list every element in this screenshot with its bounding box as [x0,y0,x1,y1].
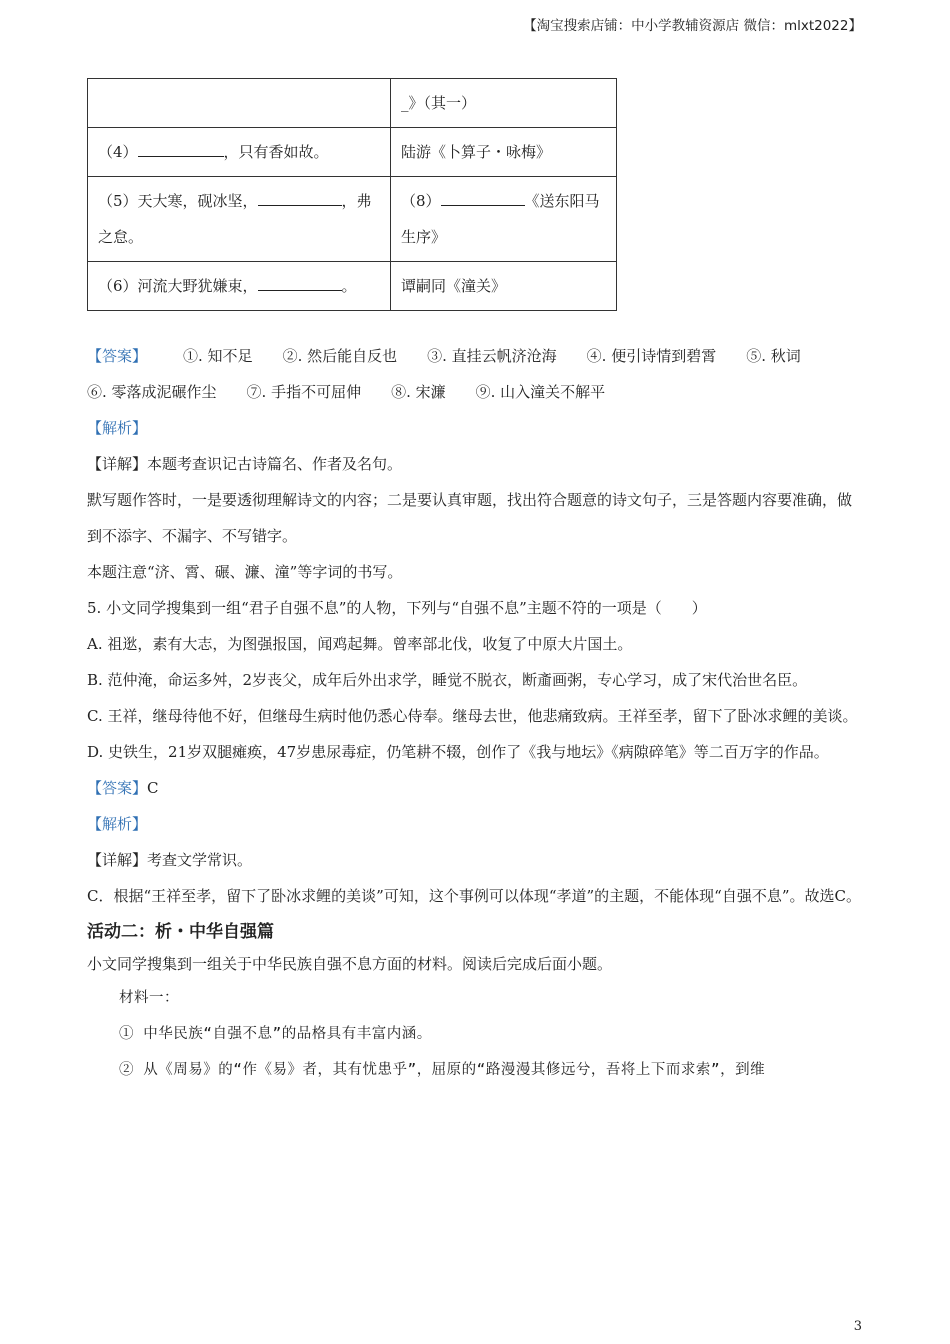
q5-stem: 5. 小文同学搜集到一组“君子自强不息”的人物，下列与“自强不息”主题不符的一项是（ ） [87,599,707,617]
cell-text: ，弗之怠。 [98,192,372,246]
answer-value: C [147,779,159,797]
answer-item: ②. 然后能自反也 [282,347,398,365]
answer-item: ⑦. 手指不可屈伸 [246,383,362,401]
page-number: 3 [853,1319,862,1334]
q4-answer-line [87,338,865,410]
table-cell [391,177,617,262]
answer-item: ①. 知不足 [183,347,253,365]
table-cell [88,177,391,262]
cell-text: （5）天大寒，砚冰坚， [98,192,258,210]
material-title: 材料一： [119,990,179,1006]
detail-text: 【详解】考查文学常识。 [87,851,253,869]
cell-text: 。 [341,277,357,295]
cell-text: （4） [98,143,138,161]
table-cell: 陆游《卜算子・咏梅》 [391,128,617,177]
answer-blank [258,187,342,206]
option-d: D. 史铁生，21岁双腿瘫痪，47岁患尿毒症，仍笔耕不辍，创作了《我与地坛》《病隙碎笔》等二百万字的作品。 [87,743,829,761]
answer-item: ③. 直挂云帆济沧海 [427,347,557,365]
activity-title: 活动二：析・中华自强篇 [87,922,274,942]
answer-item: ⑤. 秋词 [746,347,801,365]
table-cell [88,128,391,177]
detail-text: 默写题作答时，一是要透彻理解诗文的内容；二是要认真审题，找出符合题意的诗文句子，三是答题内容要准确，做到不添字、不漏字、不写错字。 [87,491,853,545]
answer-tag: 【答案】 [87,347,148,365]
activity-intro: 小文同学搜集到一组关于中华民族自强不息方面的材料。阅读后完成后面小题。 [87,955,613,973]
table-cell: _》（其一） [391,79,617,128]
material-item: ① 中华民族“自强不息”的品格具有丰富内涵。 [119,1026,432,1042]
cell-text: （8） [401,192,441,210]
table-cell [88,79,391,128]
answer-item: ⑥. 零落成泥碾作尘 [87,383,217,401]
answer-item: ⑨. 山入潼关不解平 [475,383,606,401]
table-row [88,177,617,262]
table-row [88,128,617,177]
detail-text: 本题注意“济、霄、碾、濂、潼”等字词的书写。 [87,563,403,581]
detail-text: 【详解】本题考查识记古诗篇名、作者及名句。 [87,455,403,473]
table-row [88,262,617,311]
answer-tag: 【答案】 [87,779,148,797]
analysis-tag: 【解析】 [87,419,148,437]
table-cell [88,262,391,311]
answer-item: ④. 便引诗情到碧霄 [586,347,717,365]
detail-text: C．根据“王祥至孝，留下了卧冰求鲤的美谈”可知，这个事例可以体现“孝道”的主题，不能体现“自强不息”。故选C。 [87,887,861,905]
main-content [87,338,865,1088]
cell-text: （6）河流大野犹嫌束， [98,277,258,295]
analysis-tag: 【解析】 [87,815,148,833]
cell-text: ，只有香如故。 [223,143,329,161]
option-c: C. 王祥，继母待他不好，但继母生病时他仍悉心侍奉。继母去世，他悲痛致病。王祥至孝，留下了卧冰求鲤的美谈。 [87,707,858,725]
page-header: 【淘宝搜索店铺：中小学教辅资源店 微信：mlxt2022】 [523,18,862,34]
q5-answer-line [87,770,865,806]
option-a: A. 祖逖，素有大志，为图强报国，闻鸡起舞。曾率部北伐，收复了中原大片国土。 [87,635,633,653]
poem-table [87,78,617,311]
material-item: ② 从《周易》的“作《易》者，其有忧患乎”，屈原的“路漫漫其修远兮，吾将上下而求索”，到维 [119,1062,766,1078]
option-b: B. 范仲淹，命运多舛，2岁丧父，成年后外出求学，睡觉不脱衣，断齑画粥，专心学习，成了宋代治世名臣。 [87,671,808,689]
table-cell: 谭嗣同《潼关》 [391,262,617,311]
cell-text: 《送东阳马生序》 [401,192,600,246]
answer-blank [441,187,525,206]
answer-item: ⑧. 宋濂 [391,383,446,401]
table-row [88,79,617,128]
answer-blank [258,272,342,291]
answer-blank [138,138,224,157]
